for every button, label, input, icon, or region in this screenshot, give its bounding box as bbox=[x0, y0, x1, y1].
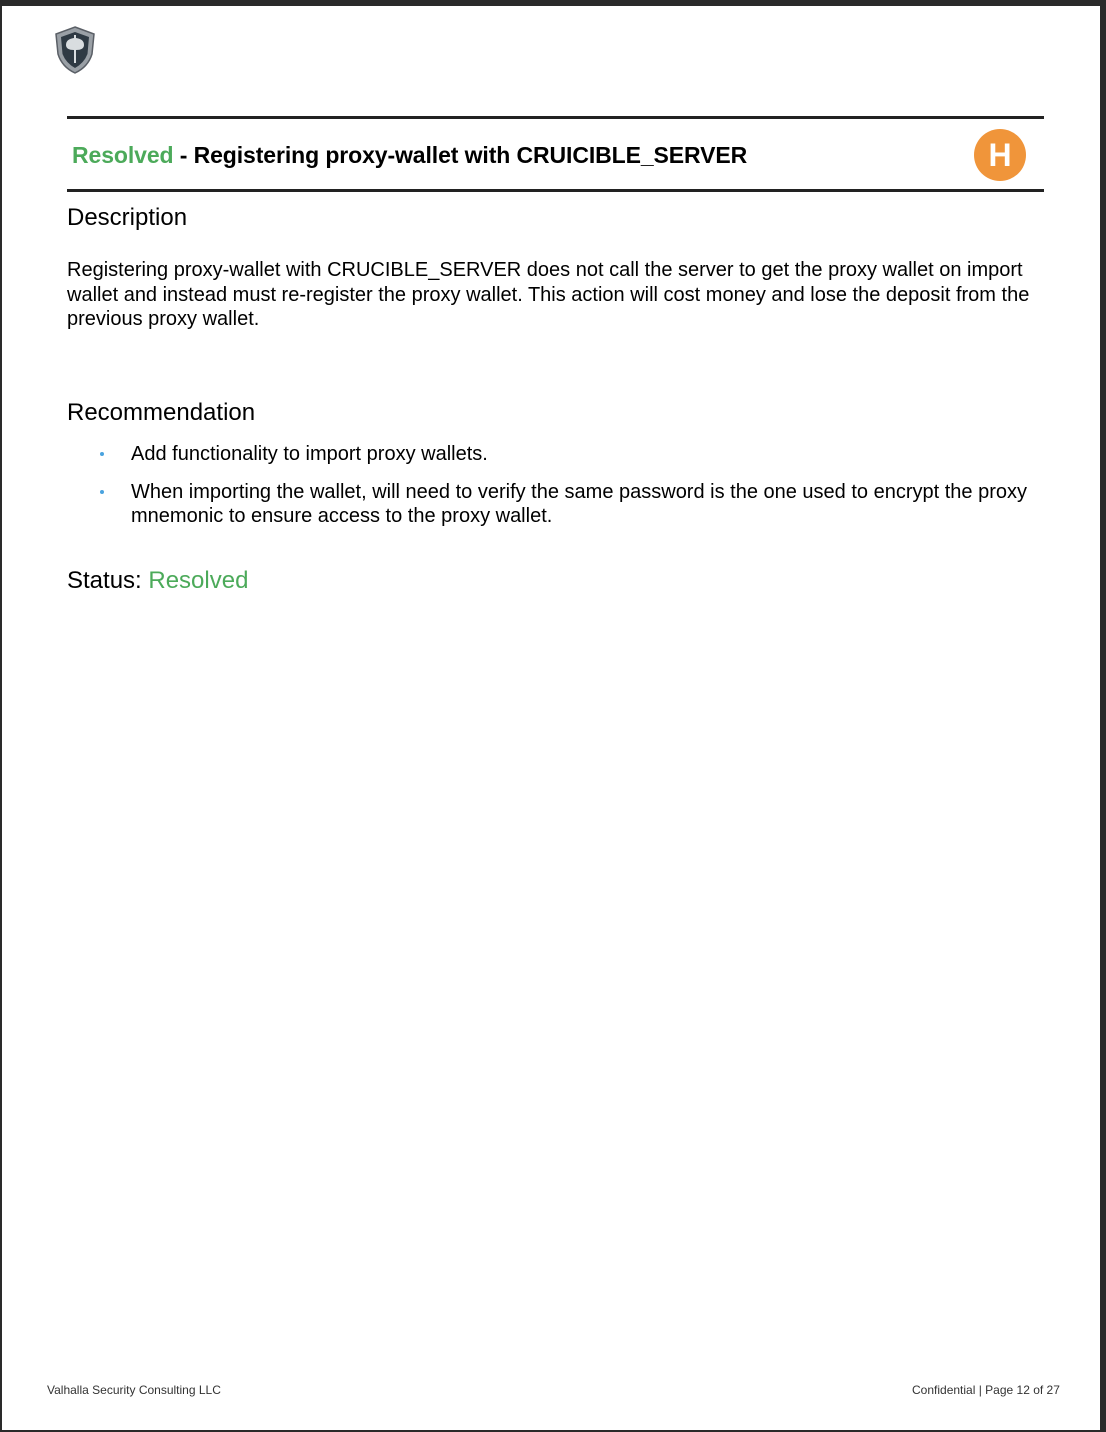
finding-status: Resolved bbox=[72, 142, 174, 168]
title-bottom-rule bbox=[67, 189, 1044, 192]
description-body: Registering proxy-wallet with CRUCIBLE_SERVER does not call the server to get the proxy wallet on import wallet and instead must re-register the proxy wallet. This action will cost money and lose the deposit from the previous proxy wallet. bbox=[67, 259, 1030, 330]
recommendation-item bbox=[67, 442, 1052, 467]
title-top-rule bbox=[67, 116, 1044, 119]
status-value: Resolved bbox=[148, 567, 249, 594]
severity-high-badge: H bbox=[974, 129, 1026, 181]
finding-title bbox=[72, 142, 747, 169]
shield-axe-logo-icon bbox=[54, 26, 96, 74]
recommendation-item-text: Add functionality to import proxy wallets. bbox=[131, 443, 488, 465]
status-line bbox=[67, 567, 248, 595]
title-separator: - bbox=[173, 142, 194, 168]
recommendation-item-text: When importing the wallet, will need to verify the same password is the one used to encrypt the proxy mnemonic to ensure access to the proxy wallet. bbox=[131, 480, 1028, 527]
footer-page-info: Confidential | Page 12 of 27 bbox=[912, 1383, 1060, 1397]
recommendation-list bbox=[67, 442, 1052, 542]
description-heading: Description bbox=[67, 204, 188, 231]
bullet-icon bbox=[100, 452, 104, 456]
recommendation-item bbox=[67, 480, 1052, 529]
document-page bbox=[2, 6, 1100, 1430]
status-label: Status: bbox=[67, 567, 149, 594]
recommendation-heading: Recommendation bbox=[67, 399, 256, 426]
bullet-icon bbox=[100, 490, 104, 494]
finding-title-text: Registering proxy-wallet with CRUICIBLE_SERVER bbox=[193, 142, 748, 168]
footer-company: Valhalla Security Consulting LLC bbox=[47, 1383, 221, 1397]
